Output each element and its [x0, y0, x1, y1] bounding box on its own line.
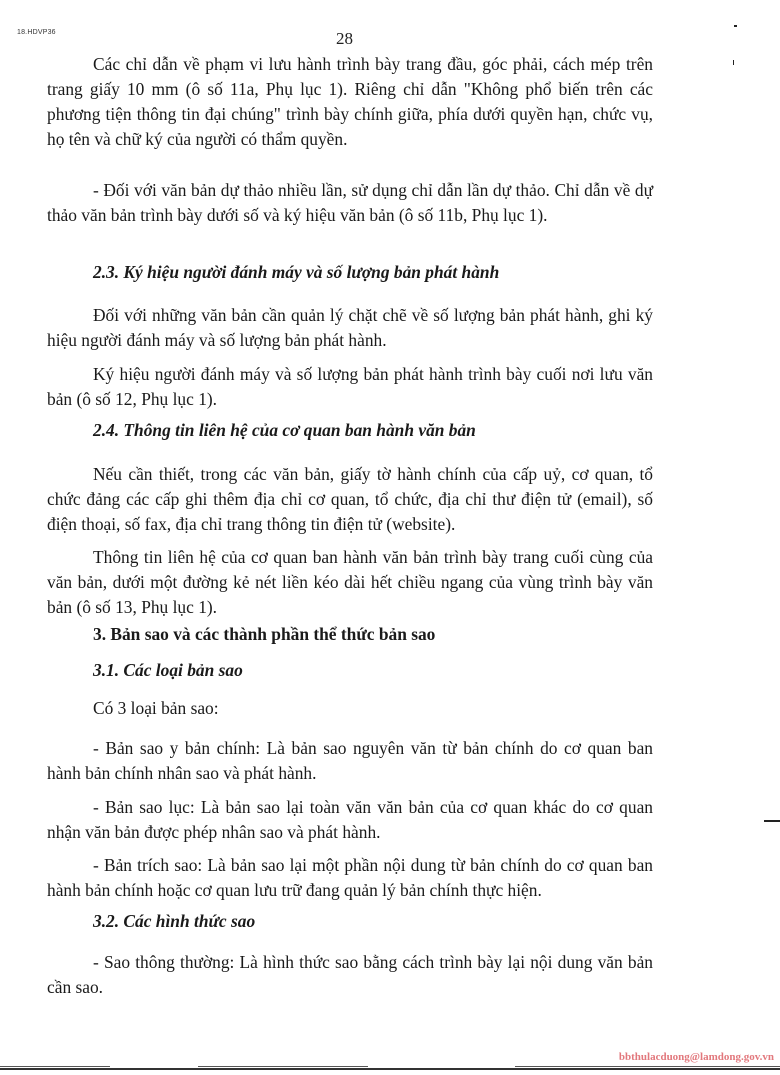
scan-speck	[734, 25, 737, 27]
paragraph-text: - Bản sao lục: Là bản sao lại toàn văn văn bản của cơ quan khác do cơ quan nhận văn bản được phép nhân sao và phát hành.	[47, 797, 653, 842]
paragraph-text: Đối với những văn bản cần quản lý chặt chẽ về số lượng bản phát hành, ghi ký hiệu người đánh máy và số lượng bản phát hành.	[47, 305, 653, 350]
paragraph-contact-info	[47, 462, 653, 537]
paragraph-duplicate-copy	[47, 795, 653, 845]
heading-3: 3. Bản sao và các thành phần thể thức bản sao	[93, 624, 436, 644]
heading-2-3: 2.3. Ký hiệu người đánh máy và số lượng bản phát hành	[93, 262, 500, 282]
paragraph-draft-notice	[47, 178, 653, 228]
page-number: 28	[336, 29, 353, 48]
paragraph-extract-copy	[47, 853, 653, 903]
paragraph-typist-placement	[47, 362, 653, 412]
paragraph-typist-code	[47, 303, 653, 353]
scan-edge-line	[198, 1066, 368, 1067]
paragraph-certified-copy	[47, 736, 653, 786]
scan-edge-line	[515, 1066, 780, 1067]
paragraph-text: - Sao thông thường: Là hình thức sao bằng cách trình bày lại nội dung văn bản cần sao.	[47, 952, 653, 997]
paragraph-text: Thông tin liên hệ của cơ quan ban hành văn bản trình bày trang cuối cùng của văn bản, dưới một đường kẻ nét liền kéo dài hết chiều ngang của vùng trình bày văn bản (ô số 13, Phụ lục 1).	[47, 547, 653, 617]
document-code: 18.HDVP36	[17, 29, 56, 36]
paragraph-distribution-scope	[47, 52, 653, 152]
scan-edge-line	[0, 1066, 110, 1067]
bottom-border-line	[0, 1068, 780, 1070]
paragraph-contact-placement	[47, 545, 653, 620]
heading-2-4: 2.4. Thông tin liên hệ của cơ quan ban hành văn bản	[93, 420, 476, 440]
paragraph-text: - Đối với văn bản dự thảo nhiều lần, sử dụng chỉ dẫn lần dự thảo. Chỉ dẫn về dự thảo văn bản trình bày dưới số và ký hiệu văn bản (ô số 11b, Phụ lục 1).	[47, 180, 653, 225]
heading-3-1: 3.1. Các loại bản sao	[93, 660, 243, 680]
paragraph-copy-types-intro: Có 3 loại bản sao:	[93, 698, 219, 718]
scan-speck	[733, 60, 734, 65]
paragraph-text: - Bản trích sao: Là bản sao lại một phần nội dung từ bản chính do cơ quan ban hành bản chính hoặc cơ quan lưu trữ đang quản lý bản chính thực hiện.	[47, 855, 653, 900]
paragraph-text: Các chỉ dẫn về phạm vi lưu hành trình bày trang đầu, góc phải, cách mép trên trang giấy 10 mm (ô số 11a, Phụ lục 1). Riêng chỉ dẫn "Không phổ biến trên các phương tiện thông tin đại chúng" trình bày chính giữa, phía dưới quyền hạn, chức vụ, họ tên và chữ ký của người có thẩm quyền.	[47, 54, 653, 149]
paragraph-normal-copy	[47, 950, 653, 1000]
paragraph-text: Ký hiệu người đánh máy và số lượng bản phát hành trình bày cuối nơi lưu văn bản (ô số 12, Phụ lục 1).	[47, 364, 653, 409]
paragraph-text: Nếu cần thiết, trong các văn bản, giấy tờ hành chính của cấp uỷ, cơ quan, tổ chức đảng các cấp ghi thêm địa chỉ cơ quan, tổ chức, địa chỉ thư điện tử (email), số điện thoại, số fax, địa chỉ trang thông tin điện tử (website).	[47, 464, 653, 534]
heading-3-2: 3.2. Các hình thức sao	[93, 911, 256, 931]
watermark-email: bbthulacduong@lamdong.gov.vn	[618, 1051, 774, 1063]
scan-edge-mark	[764, 820, 780, 822]
paragraph-text: - Bản sao y bản chính: Là bản sao nguyên văn từ bản chính do cơ quan ban hành bản chính nhân sao và phát hành.	[47, 738, 653, 783]
